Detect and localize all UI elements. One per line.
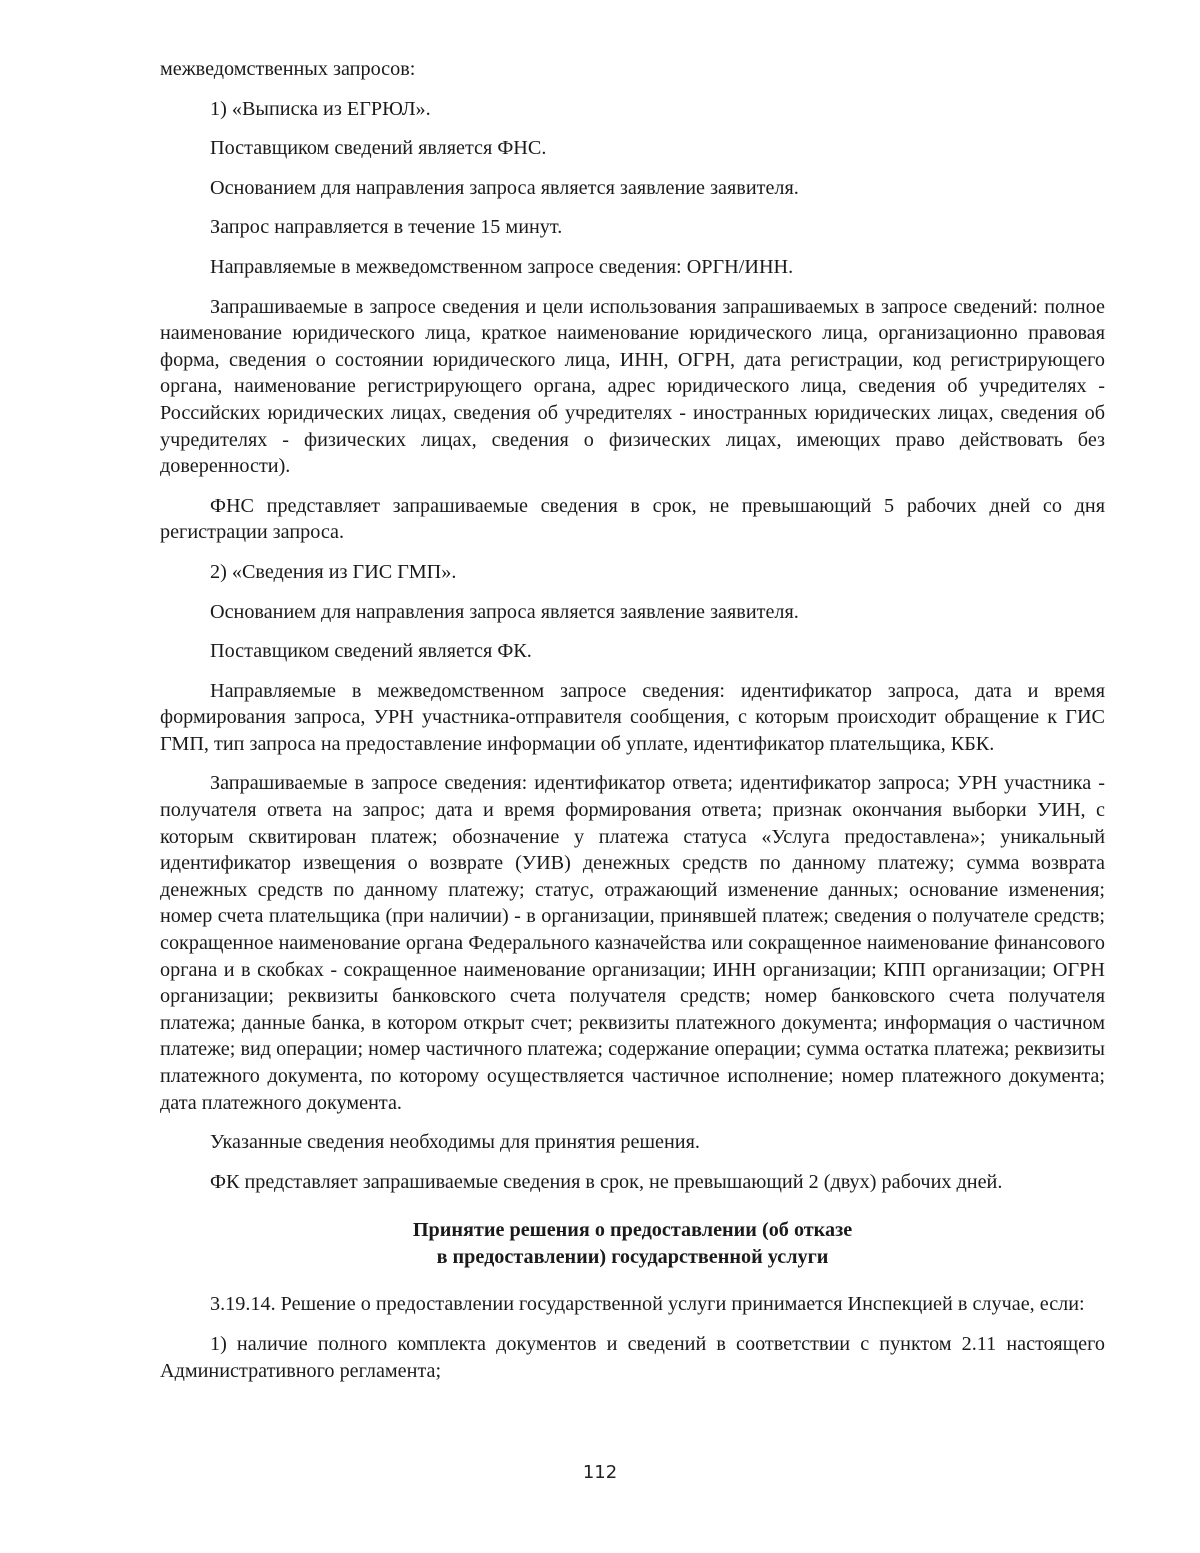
paragraph-sent-data-gis: Направляемые в межведомственном запросе сведения: идентификатор запроса, дата и время формирования запроса, УРН участника-отправителя сообщения, с которым происходит обращение к ГИС ГМП, тип запроса на предоставление информации об уплате, идентификатор плательщика, КБК. bbox=[160, 679, 1105, 755]
paragraph-necessity: Указанные сведения необходимы для принятия решения. bbox=[210, 1131, 700, 1154]
list-item-full-set: 1) наличие полного комплекта документов и сведений в соответствии с пунктом 2.11 настоящего Административного регламента; bbox=[160, 1332, 1105, 1382]
paragraph-3-19-14: 3.19.14. Решение о предоставлении государственной услуги принимается Инспекцией в случае, если: bbox=[210, 1293, 1085, 1316]
paragraph-requested-data-egrul: Запрашиваемые в запросе сведения и цели использования запрашиваемых в запросе сведений: полное наименование юридического лица, краткое наименование юридического лица, организационно правовая форма, сведения о состоянии юридического лица, ИНН, ОГРН, дата регистрации, код регистрирующего органа, наименование регистрирующего органа, адрес юридического лица, сведения об учредителях - Российских юридических лицах, сведения об учредителях - иностранных юридических лицах, сведения об учредителях - физических лицах, сведения о физических лицах, имеющих право действовать без доверенности). bbox=[160, 295, 1105, 478]
paragraph-fk-deadline: ФК представляет запрашиваемые сведения в срок, не превышающий 2 (двух) рабочих дней. bbox=[210, 1170, 1003, 1193]
list-item-gis-gmp: 2) «Сведения из ГИС ГМП». bbox=[210, 560, 457, 583]
paragraph-basis: Основанием для направления запроса является заявление заявителя. bbox=[210, 176, 799, 199]
paragraph-basis-2: Основанием для направления запроса является заявление заявителя. bbox=[210, 600, 799, 623]
section-heading-line1: Принятие решения о предоставлении (об отказе bbox=[412, 1219, 853, 1242]
paragraph-fns-deadline: ФНС представляет запрашиваемые сведения в срок, не превышающий 5 рабочих дней со дня регистрации запроса. bbox=[160, 494, 1105, 544]
list-item-egrul: 1) «Выписка из ЕГРЮЛ». bbox=[210, 97, 431, 120]
paragraph-supplier-fns: Поставщиком сведений является ФНС. bbox=[210, 137, 547, 160]
paragraph-request-time: Запрос направляется в течение 15 минут. bbox=[210, 216, 563, 239]
paragraph-intro: межведомственных запросов: bbox=[160, 58, 416, 80]
paragraph-supplier-fk: Поставщиком сведений является ФК. bbox=[210, 640, 532, 663]
section-heading-line2: в предоставлении) государственной услуги bbox=[436, 1246, 829, 1269]
paragraph-requested-data-gis: Запрашиваемые в запросе сведения: идентификатор ответа; идентификатор запроса; УРН участника - получателя ответа на запрос; дата и время формирования ответа; признак окончания выборки УИН, с которым сквитирован платеж; обозначение у платежа статуса «Услуга предоставлена»; уникальный идентификатор извещения о возврате (УИВ) денежных средств по данному платежу; сумма возврата денежных средств по данному платежу; статус, отражающий изменение данных; основание изменения; номер счета плательщика (при наличии) - в организации, принявшей платеж; сведения о получателе средств; сокращенное наименование органа Федерального казначейства или сокращенное наименование финансового органа и в скобках - сокращенное наименование организации; ИНН организации; КПП организации; ОГРН организации; реквизиты банковского счета получателя средств; номер банковского счета получателя платежа; данные банка, в котором открыт счет; реквизиты платежного документа; информация о частичном платеже; вид операции; номер частичного платежа; содержание операции; сумма остатка платежа; реквизиты платежного документа, по которому осуществляется частичное исполнение; номер платежного документа; дата платежного документа. bbox=[160, 772, 1105, 1114]
section-heading bbox=[160, 1217, 1105, 1271]
document-page bbox=[160, 56, 1105, 1397]
paragraph-sent-data: Направляемые в межведомственном запросе сведения: ОРГН/ИНН. bbox=[210, 255, 794, 278]
page-number: 112 bbox=[582, 1462, 618, 1483]
